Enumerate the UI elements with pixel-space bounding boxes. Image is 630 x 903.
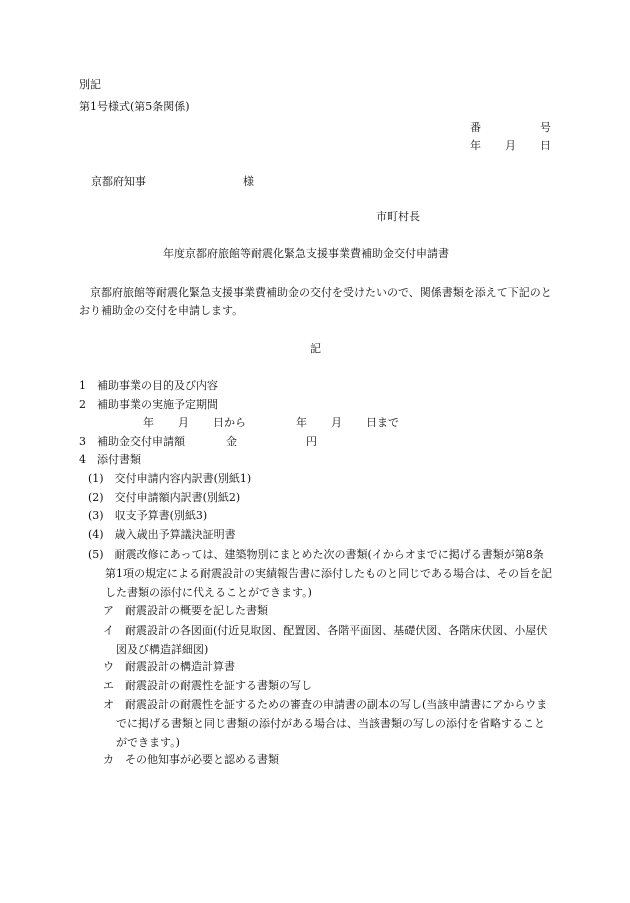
period-end-day: 日まで: [366, 416, 399, 429]
form-number: 第1号様式(第5条関係): [79, 100, 190, 113]
period-end-year: 年: [296, 416, 307, 429]
attachment-3: (3) 収支予算書(別紙3): [88, 509, 208, 522]
addressee-name: 京都府知事: [91, 175, 146, 188]
attachment-1: (1) 交付申請内容内訳書(別紙1): [88, 472, 252, 485]
amount-prefix: 金: [226, 435, 237, 448]
period-start-month: 月: [178, 416, 189, 429]
item-attachments: 4 添付書類: [79, 453, 141, 466]
document-title: 年度京都府旅館等耐震化緊急支援事業費補助金交付申請書: [163, 247, 449, 260]
sender-title: 市町村長: [376, 210, 420, 223]
date-day: 日: [540, 139, 551, 152]
sub-item-e: エ 耐震設計の耐震性を証する書類の写し: [103, 679, 312, 692]
period-start-year: 年: [143, 416, 154, 429]
sub-item-a: ア 耐震設計の概要を記した書類: [103, 604, 268, 617]
sub-item-i: イ 耐震設計の各図面(付近見取図、配置図、各階平面図、基礎伏図、各階床伏図、小屋伏図及び構造詳細図): [103, 624, 548, 656]
number-suffix: 号: [540, 121, 551, 134]
attachment-4: (4) 歳入歳出予算議決証明書: [88, 528, 236, 541]
item-period: 2 補助事業の実施予定期間: [79, 398, 218, 411]
annex-label: 別記: [79, 78, 101, 91]
item-purpose: 1 補助事業の目的及び内容: [79, 379, 218, 392]
addressee-honorific: 様: [243, 175, 254, 188]
sub-item-ka: カ その他知事が必要と認める書類: [103, 753, 279, 766]
amount-unit: 円: [306, 435, 317, 448]
body-text: 京都府旅館等耐震化緊急支援事業費補助金の交付を受けたいので、関係書類を添えて下記のとおり補助金の交付を申請します。: [79, 286, 552, 317]
period-end-month: 月: [331, 416, 342, 429]
period-start-day: 日から: [213, 416, 246, 429]
attachment-2: (2) 交付申請額内訳書(別紙2): [88, 491, 241, 504]
item-amount: 3 補助金交付申請額: [79, 435, 185, 448]
date-year: 年: [470, 139, 481, 152]
date-month: 月: [505, 139, 516, 152]
number-label: 番: [470, 121, 481, 134]
ki-label: 記: [310, 342, 321, 355]
sub-item-u: ウ 耐震設計の構造計算書: [103, 660, 235, 673]
attachment-5: (5) 耐震改修にあっては、建築物別にまとめた次の書類(イからオまでに掲げる書類が第8条第1項の規定による耐震設計の実績報告書に添付したものと同じである場合は、その旨を記した書類の添付に代えることができます。): [88, 548, 552, 599]
sub-item-o: オ 耐震設計の耐震性を証するための審査の申請書の副本の写し(当該申請書にアからウまでに掲げる書類と同じ書類の添付がある場合は、当該書類の写しの添付を省略することができます。): [103, 698, 548, 749]
